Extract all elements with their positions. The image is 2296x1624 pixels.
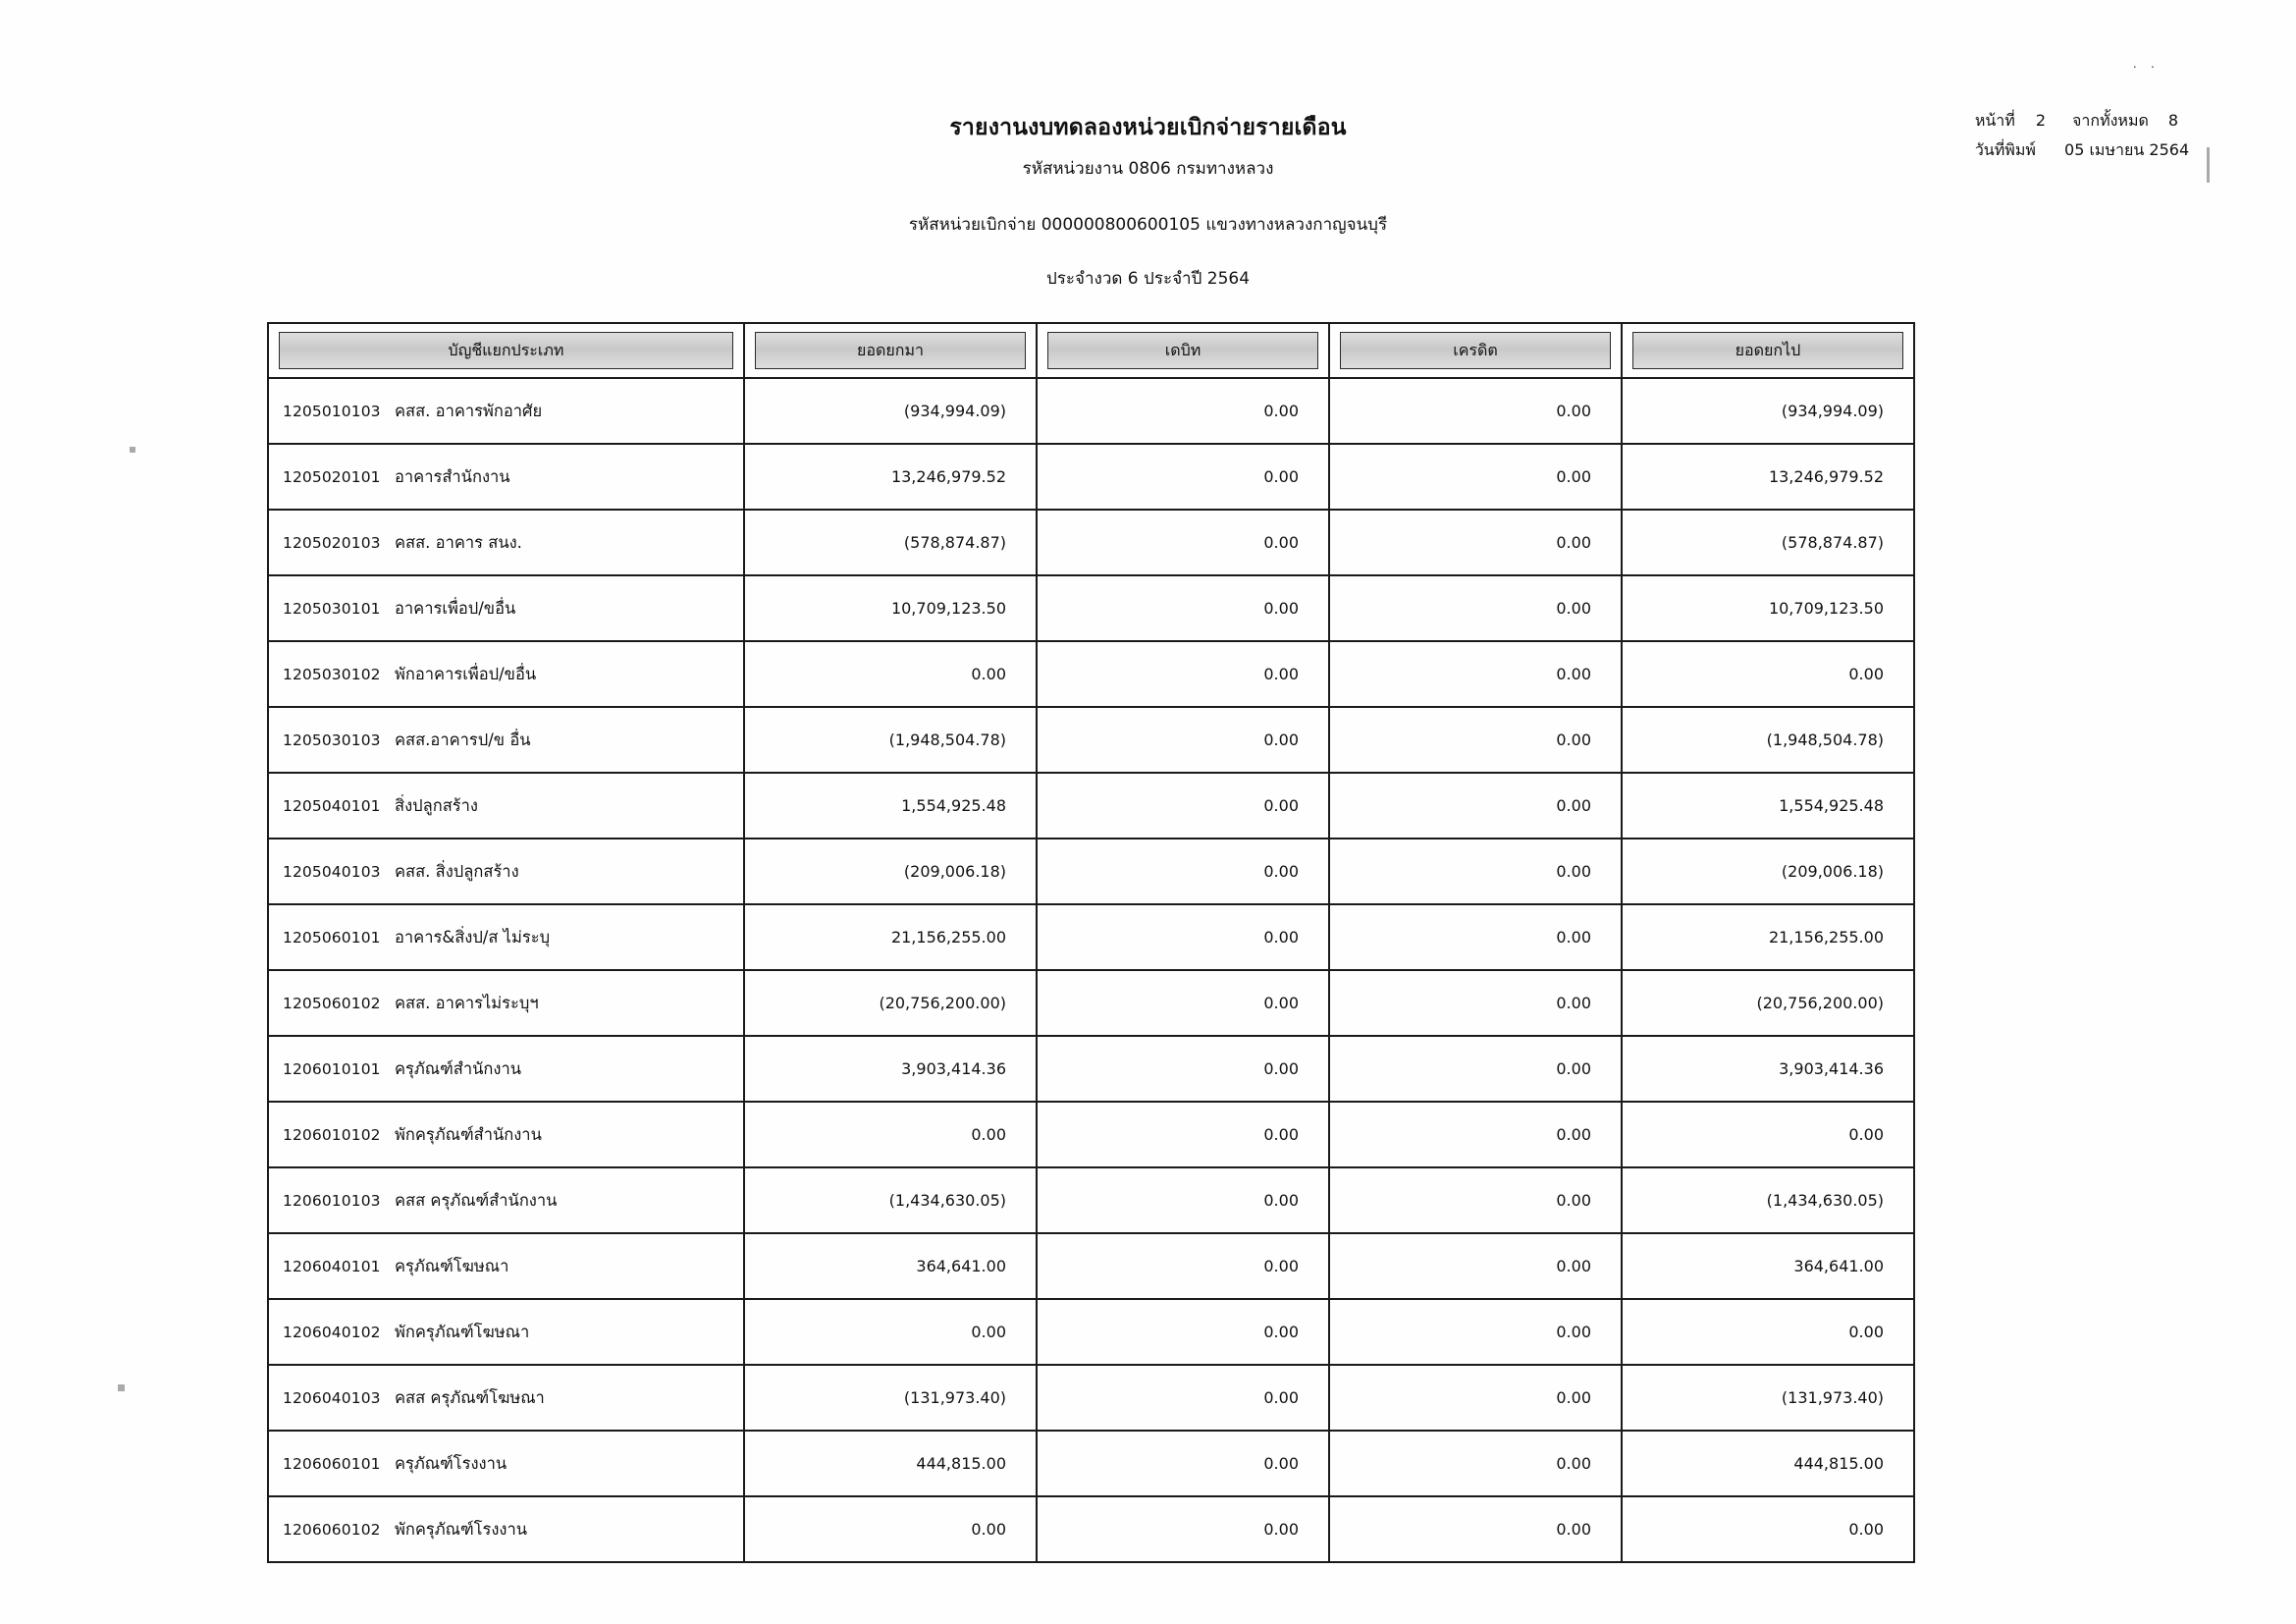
cell-opening-balance: (131,973.40) xyxy=(744,1365,1037,1431)
cell-debit: 0.00 xyxy=(1037,378,1329,444)
cell-debit: 0.00 xyxy=(1037,510,1329,575)
account-inner xyxy=(269,1188,743,1214)
cell-closing-balance: (1,948,504.78) xyxy=(1622,707,1914,773)
cell-debit: 0.00 xyxy=(1037,1299,1329,1365)
cell-account xyxy=(268,641,744,707)
cell-credit: 0.00 xyxy=(1329,970,1622,1036)
table-row xyxy=(268,1036,1914,1102)
table-row xyxy=(268,1102,1914,1167)
scan-corner-marks: ·· xyxy=(2132,61,2168,76)
cell-credit: 0.00 xyxy=(1329,839,1622,904)
cell-opening-balance: (20,756,200.00) xyxy=(744,970,1037,1036)
column-header-credit xyxy=(1329,323,1622,378)
cell-closing-balance: 13,246,979.52 xyxy=(1622,444,1914,510)
account-name: คสส ครุภัณฑ์โฆษณา xyxy=(395,1387,545,1407)
trial-balance-table-wrapper xyxy=(267,322,1915,1563)
column-header-debit-label: เดบิท xyxy=(1047,332,1318,369)
cell-debit: 0.00 xyxy=(1037,444,1329,510)
account-inner xyxy=(269,793,743,819)
cell-closing-balance: 0.00 xyxy=(1622,1496,1914,1562)
table-header xyxy=(268,323,1914,378)
account-name: ครุภัณฑ์สำนักงาน xyxy=(395,1058,521,1078)
cell-opening-balance: 21,156,255.00 xyxy=(744,904,1037,970)
table-row xyxy=(268,444,1914,510)
account-code: 1205040103 xyxy=(283,862,381,881)
cell-opening-balance: 0.00 xyxy=(744,1102,1037,1167)
cell-account xyxy=(268,1102,744,1167)
account-inner xyxy=(269,1254,743,1279)
column-header-account-label: บัญชีแยกประเภท xyxy=(279,332,733,369)
account-name: อาคาร&สิ่งป/ส ไม่ระบุ xyxy=(395,927,551,947)
cell-opening-balance: 364,641.00 xyxy=(744,1233,1037,1299)
scan-speck xyxy=(118,1384,125,1391)
column-header-credit-label: เครดิต xyxy=(1340,332,1611,369)
table-row xyxy=(268,1496,1914,1562)
print-date-value: 05 เมษายน 2564 xyxy=(2064,140,2190,159)
table-row xyxy=(268,641,1914,707)
column-header-opening xyxy=(744,323,1037,378)
account-inner xyxy=(269,1320,743,1345)
cell-opening-balance: (1,948,504.78) xyxy=(744,707,1037,773)
cell-closing-balance: (209,006.18) xyxy=(1622,839,1914,904)
page-meta xyxy=(1975,106,2193,165)
cell-credit: 0.00 xyxy=(1329,510,1622,575)
print-date-label: วันที่พิมพ์ xyxy=(1974,140,2036,159)
cell-closing-balance: 0.00 xyxy=(1622,641,1914,707)
cell-account xyxy=(268,378,744,444)
account-inner xyxy=(269,925,743,950)
cell-debit: 0.00 xyxy=(1037,773,1329,839)
table-row xyxy=(268,970,1914,1036)
column-header-closing xyxy=(1622,323,1914,378)
account-name: คสส.อาคารป/ข อื่น xyxy=(395,730,531,749)
table-row xyxy=(268,839,1914,904)
cell-debit: 0.00 xyxy=(1037,1496,1329,1562)
cell-debit: 0.00 xyxy=(1037,839,1329,904)
account-code: 1205020101 xyxy=(283,467,381,486)
scan-speck xyxy=(130,447,135,453)
cell-debit: 0.00 xyxy=(1037,1431,1329,1496)
account-code: 1205060102 xyxy=(283,994,381,1012)
account-code: 1206060102 xyxy=(283,1520,381,1539)
cell-account xyxy=(268,707,744,773)
table-header-row xyxy=(268,323,1914,378)
cell-credit: 0.00 xyxy=(1329,378,1622,444)
account-name: คสส ครุภัณฑ์สำนักงาน xyxy=(395,1190,558,1210)
cell-credit: 0.00 xyxy=(1329,904,1622,970)
cell-account xyxy=(268,1036,744,1102)
cell-credit: 0.00 xyxy=(1329,1233,1622,1299)
cell-debit: 0.00 xyxy=(1037,641,1329,707)
column-header-account xyxy=(268,323,744,378)
cell-debit: 0.00 xyxy=(1037,970,1329,1036)
table-row xyxy=(268,1365,1914,1431)
account-code: 1206010103 xyxy=(283,1191,381,1210)
account-code: 1205020103 xyxy=(283,533,381,552)
account-name: พักครุภัณฑ์โฆษณา xyxy=(395,1322,530,1341)
column-header-closing-label: ยอดยกไป xyxy=(1632,332,1903,369)
cell-closing-balance: (131,973.40) xyxy=(1622,1365,1914,1431)
table-row xyxy=(268,707,1914,773)
account-name: พักครุภัณฑ์สำนักงาน xyxy=(395,1124,542,1144)
print-date-row xyxy=(1975,135,2193,165)
cell-closing-balance: 0.00 xyxy=(1622,1102,1914,1167)
account-code: 1205060101 xyxy=(283,928,381,947)
cell-account xyxy=(268,510,744,575)
account-name: พักอาคารเพื่อป/ขอื่น xyxy=(395,664,537,683)
trial-balance-table xyxy=(267,322,1915,1563)
cell-account xyxy=(268,1167,744,1233)
cell-account xyxy=(268,1299,744,1365)
cell-opening-balance: 0.00 xyxy=(744,1496,1037,1562)
cell-account xyxy=(268,1431,744,1496)
cell-closing-balance: 1,554,925.48 xyxy=(1622,773,1914,839)
agency-code-line: รหัสหน่วยงาน 0806 กรมทางหลวง xyxy=(1022,159,1274,179)
cell-account xyxy=(268,904,744,970)
account-code: 1206040103 xyxy=(283,1388,381,1407)
cell-credit: 0.00 xyxy=(1329,1102,1622,1167)
cell-closing-balance: (1,434,630.05) xyxy=(1622,1167,1914,1233)
cell-closing-balance: (934,994.09) xyxy=(1622,378,1914,444)
cell-debit: 0.00 xyxy=(1037,1036,1329,1102)
cell-closing-balance: 3,903,414.36 xyxy=(1622,1036,1914,1102)
cell-opening-balance: 444,815.00 xyxy=(744,1431,1037,1496)
cell-account xyxy=(268,1233,744,1299)
table-row xyxy=(268,575,1914,641)
cell-account xyxy=(268,1496,744,1562)
cell-credit: 0.00 xyxy=(1329,575,1622,641)
account-name: อาคารเพื่อป/ขอื่น xyxy=(395,598,516,618)
cell-account xyxy=(268,444,744,510)
cell-closing-balance: (20,756,200.00) xyxy=(1622,970,1914,1036)
cell-opening-balance: (578,874.87) xyxy=(744,510,1037,575)
cell-opening-balance: (209,006.18) xyxy=(744,839,1037,904)
total-pages-value: 8 xyxy=(2167,111,2179,130)
table-row xyxy=(268,1167,1914,1233)
account-name: คสส. อาคารไม่ระบุฯ xyxy=(395,993,539,1012)
account-name: คสส. อาคาร สนง. xyxy=(395,532,522,552)
cell-opening-balance: 13,246,979.52 xyxy=(744,444,1037,510)
cell-credit: 0.00 xyxy=(1329,1496,1622,1562)
account-inner xyxy=(269,991,743,1016)
table-row xyxy=(268,1233,1914,1299)
cell-account xyxy=(268,839,744,904)
cell-opening-balance: 1,554,925.48 xyxy=(744,773,1037,839)
account-code: 1205010103 xyxy=(283,402,381,420)
account-code: 1206040101 xyxy=(283,1257,381,1275)
account-name: ครุภัณฑ์โรงงาน xyxy=(395,1453,507,1473)
page-label: หน้าที่ xyxy=(1974,111,2015,130)
cell-debit: 0.00 xyxy=(1037,904,1329,970)
cell-closing-balance: 444,815.00 xyxy=(1622,1431,1914,1496)
cell-credit: 0.00 xyxy=(1329,773,1622,839)
cell-credit: 0.00 xyxy=(1329,707,1622,773)
cell-closing-balance: 21,156,255.00 xyxy=(1622,904,1914,970)
cell-credit: 0.00 xyxy=(1329,1036,1622,1102)
account-name: คสส. สิ่งปลูกสร้าง xyxy=(395,861,519,881)
cell-credit: 0.00 xyxy=(1329,1431,1622,1496)
account-inner xyxy=(269,1451,743,1477)
account-inner xyxy=(269,662,743,687)
table-row xyxy=(268,510,1914,575)
account-code: 1205030101 xyxy=(283,599,381,618)
account-inner xyxy=(269,1122,743,1148)
page-number-row xyxy=(1975,106,2193,135)
table-row xyxy=(268,1431,1914,1496)
period-line: ประจำงวด 6 ประจำปี 2564 xyxy=(1045,269,1251,289)
cell-opening-balance: (1,434,630.05) xyxy=(744,1167,1037,1233)
cell-opening-balance: (934,994.09) xyxy=(744,378,1037,444)
account-name: อาคารสำนักงาน xyxy=(395,466,510,486)
column-header-opening-label: ยอดยกมา xyxy=(755,332,1026,369)
account-code: 1206010101 xyxy=(283,1059,381,1078)
cell-credit: 0.00 xyxy=(1329,1299,1622,1365)
cell-closing-balance: 0.00 xyxy=(1622,1299,1914,1365)
cell-opening-balance: 0.00 xyxy=(744,641,1037,707)
account-name: พักครุภัณฑ์โรงงาน xyxy=(395,1519,528,1539)
cell-opening-balance: 3,903,414.36 xyxy=(744,1036,1037,1102)
table-row xyxy=(268,904,1914,970)
account-code: 1205030103 xyxy=(283,731,381,749)
cell-account xyxy=(268,773,744,839)
cell-debit: 0.00 xyxy=(1037,1167,1329,1233)
page-number-value: 2 xyxy=(2035,111,2047,130)
table-row xyxy=(268,378,1914,444)
account-code: 1205030102 xyxy=(283,665,381,683)
account-name: ครุภัณฑ์โฆษณา xyxy=(395,1256,509,1275)
account-code: 1206040102 xyxy=(283,1323,381,1341)
cell-debit: 0.00 xyxy=(1037,1233,1329,1299)
account-code: 1206060101 xyxy=(283,1454,381,1473)
column-header-debit xyxy=(1037,323,1329,378)
page-title: รายงานงบทดลองหน่วยเบิกจ่ายรายเดือน xyxy=(949,115,1347,140)
cell-debit: 0.00 xyxy=(1037,1102,1329,1167)
cell-account xyxy=(268,970,744,1036)
account-inner xyxy=(269,530,743,556)
cell-opening-balance: 10,709,123.50 xyxy=(744,575,1037,641)
account-name: สิ่งปลูกสร้าง xyxy=(395,795,478,815)
cell-account xyxy=(268,575,744,641)
cell-credit: 0.00 xyxy=(1329,641,1622,707)
cell-credit: 0.00 xyxy=(1329,1365,1622,1431)
cell-credit: 0.00 xyxy=(1329,444,1622,510)
account-inner xyxy=(269,728,743,753)
account-code: 1206010102 xyxy=(283,1125,381,1144)
cell-opening-balance: 0.00 xyxy=(744,1299,1037,1365)
cell-credit: 0.00 xyxy=(1329,1167,1622,1233)
cell-debit: 0.00 xyxy=(1037,575,1329,641)
cell-closing-balance: (578,874.87) xyxy=(1622,510,1914,575)
account-inner xyxy=(269,1385,743,1411)
cell-closing-balance: 364,641.00 xyxy=(1622,1233,1914,1299)
cell-debit: 0.00 xyxy=(1037,707,1329,773)
account-inner xyxy=(269,1056,743,1082)
account-inner xyxy=(269,1517,743,1543)
account-inner xyxy=(269,464,743,490)
cell-closing-balance: 10,709,123.50 xyxy=(1622,575,1914,641)
account-inner xyxy=(269,399,743,424)
account-inner xyxy=(269,596,743,622)
cell-account xyxy=(268,1365,744,1431)
table-row xyxy=(268,1299,1914,1365)
account-inner xyxy=(269,859,743,885)
account-code: 1205040101 xyxy=(283,796,381,815)
total-pages-label: จากทั้งหมด xyxy=(2072,111,2149,130)
cell-debit: 0.00 xyxy=(1037,1365,1329,1431)
account-name: คสส. อาคารพักอาศัย xyxy=(395,401,543,420)
disbursing-unit-line: รหัสหน่วยเบิกจ่าย 000000800600105 แขวงทางหลวงกาญจนบุรี xyxy=(908,215,1388,235)
table-body xyxy=(268,378,1914,1562)
table-row xyxy=(268,773,1914,839)
